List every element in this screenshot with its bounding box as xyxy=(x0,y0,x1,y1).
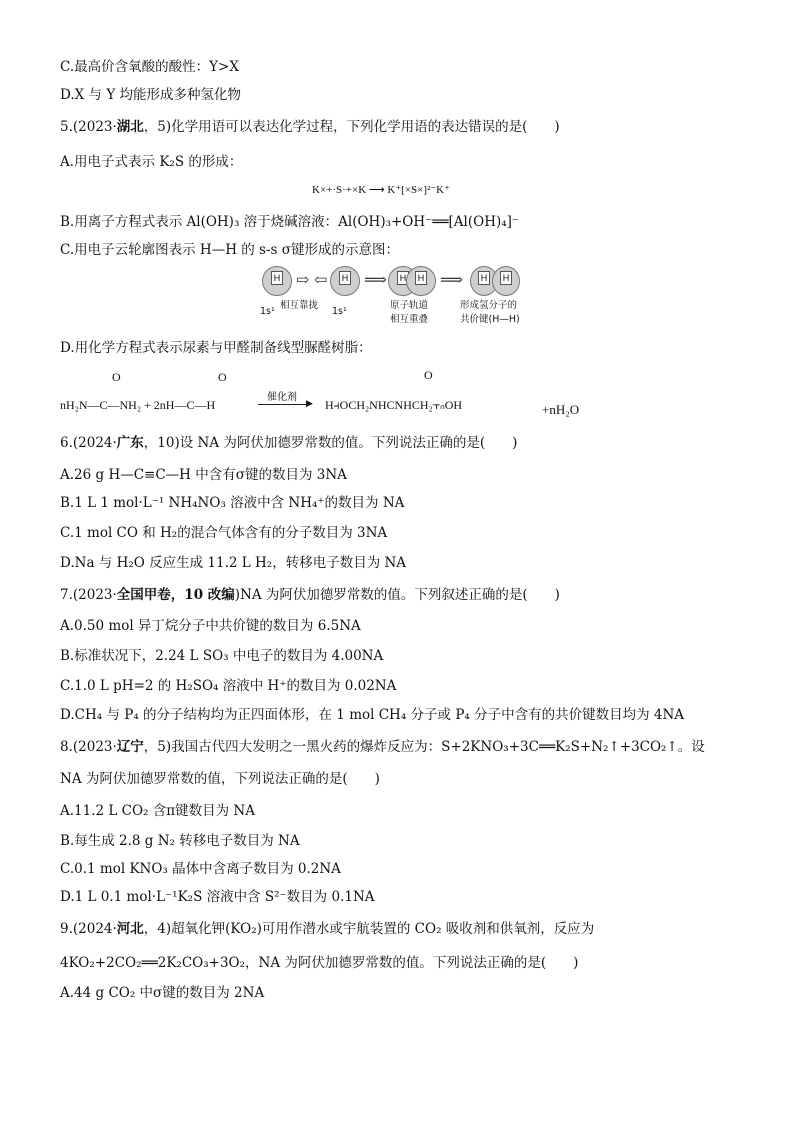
q8-number: 8.(2023· xyxy=(60,739,117,755)
h-label: H xyxy=(415,271,427,285)
q6-option-d: D.Na 与 H₂O 反应生成 11.2 L H₂，转移电子数目为 NA xyxy=(60,555,407,571)
question-7 xyxy=(60,586,560,604)
q7-option-b: B.标准状况下，2.24 L SO₃ 中电子的数目为 4.00NA xyxy=(60,648,384,664)
q9-option-a: A.44 g CO₂ 中σ键的数目为 2NA xyxy=(60,985,265,1001)
oxygen-label: O xyxy=(112,370,121,384)
h-label: H xyxy=(478,271,490,285)
option-d-prev: D.X 与 Y 均能形成多种氢化物 xyxy=(60,87,242,103)
q6-option-c: C.1 mol CO 和 H₂的混合气体含有的分子数目为 3NA xyxy=(60,525,388,541)
q8-stem: ，5)我国古代四大发明之一黑火药的爆炸反应为：S+2KNO₃+3C══K₂S+N₂↑+3CO₂↑。设 xyxy=(143,739,705,755)
q7-number: 7.(2023· xyxy=(60,587,117,603)
q7-stem: )NA 为阿伏加德罗常数的值。下列叙述正确的是( ) xyxy=(234,587,560,603)
q7-option-d: D.CH₄ 与 P₄ 的分子结构均为正四面体形，在 1 mol CH₄ 分子或 P₄ 分子中含有的共价键数目均为 4NA xyxy=(60,707,685,723)
q8-stem-continued: NA 为阿伏加德罗常数的值，下列说法正确的是( ) xyxy=(60,771,380,787)
q5-source: 湖北 xyxy=(116,119,144,135)
q6-number: 6.(2024· xyxy=(60,435,117,451)
h-atom-overlap-2 xyxy=(406,266,436,296)
q6-source: 广东 xyxy=(116,435,144,451)
q5-option-c: C.用电子云轮廓图表示 H—H 的 s-s σ键形成的示意图： xyxy=(60,242,399,258)
resin-equation xyxy=(60,368,620,418)
caption-overlap-2: 相互重叠 xyxy=(390,314,429,325)
q9-source: 河北 xyxy=(116,921,144,937)
question-5 xyxy=(60,118,560,136)
q5-stem: ，5)化学用语可以表达化学过程，下列化学用语的表达错误的是( ) xyxy=(143,119,560,135)
h-label: H xyxy=(500,271,512,285)
caption-approach: 相互靠拢 xyxy=(280,300,319,311)
q6-option-a: A.26 g H—C≡C—H 中含有σ键的数目为 3NA xyxy=(60,467,347,483)
q7-option-c: C.1.0 L pH=2 的 H₂SO₄ 溶液中 H⁺的数目为 0.02NA xyxy=(60,678,397,694)
question-9 xyxy=(60,920,594,938)
arrow-right-icon: ⇨ xyxy=(296,270,310,289)
arrow-head-icon: ▶ xyxy=(306,399,313,409)
question-8 xyxy=(60,738,705,756)
h-label: H xyxy=(339,271,351,285)
water: +nH₂O xyxy=(542,402,580,417)
q9-stem: ，4)超氧化钾(KO₂)可用作潜水或宇航装置的 CO₂ 吸收剂和供氧剂，反应为 xyxy=(143,921,595,937)
q8-source: 辽宁 xyxy=(116,739,144,755)
q9-stem-continued: 4KO₂+2CO₂══2K₂CO₃+3O₂，NA 为阿伏加德罗常数的值。下列说法正确的是( ) xyxy=(60,955,579,971)
oxygen-label: O xyxy=(424,368,433,382)
option-c-prev: C.最高价含氧酸的酸性：Y>X xyxy=(60,59,239,75)
q6-option-b: B.1 L 1 mol·L⁻¹ NH₄NO₃ 溶液中含 NH₄⁺的数目为 NA xyxy=(60,495,405,511)
reaction-arrow xyxy=(258,404,310,405)
q7-source: 全国甲卷，10 改编 xyxy=(116,587,235,603)
caption-overlap-1: 原子轨道 xyxy=(390,300,429,311)
q8-option-b: B.每生成 2.8 g N₂ 转移电子数目为 NA xyxy=(60,833,300,849)
h-atom-molecule-2 xyxy=(492,266,520,296)
q5-option-a: A.用电子式表示 K₂S 的形成： xyxy=(60,154,243,170)
arrow-right-icon: ⟹ xyxy=(440,270,463,289)
oxygen-label: O xyxy=(218,370,227,384)
q5-option-d: D.用化学方程式表示尿素与甲醛制备线型脲醛树脂： xyxy=(60,340,372,356)
orbital-label-left: 1s¹ xyxy=(260,306,275,317)
q9-number: 9.(2024· xyxy=(60,921,117,937)
q6-stem: ，10)设 NA 为阿伏加德罗常数的值。下列说法正确的是( ) xyxy=(143,435,518,451)
catalyst-label: 催化剂 xyxy=(267,392,297,403)
h-label: H xyxy=(397,271,409,285)
k2s-electron-formula: K×+·S·+×K ⟶ K⁺[×S×]²⁻K⁺ xyxy=(312,184,450,196)
arrow-right-icon: ⟹ xyxy=(364,270,387,289)
reactants: nH₂N—C—NH₂ + 2nH—C—H xyxy=(60,398,216,412)
question-6 xyxy=(60,434,517,452)
q5-number: 5.(2023· xyxy=(60,119,117,135)
h-label: H xyxy=(271,271,283,285)
q8-option-d: D.1 L 0.1 mol·L⁻¹K₂S 溶液中含 S²⁻数目为 0.1NA xyxy=(60,889,375,905)
q8-option-c: C.0.1 mol KNO₃ 晶体中含离子数目为 0.2NA xyxy=(60,861,341,877)
q5-option-b: B.用离子方程式表示 Al(OH)₃ 溶于烧碱溶液：Al(OH)₃+OH⁻══[Al(OH)₄]⁻ xyxy=(60,214,520,230)
q8-option-a: A.11.2 L CO₂ 含π键数目为 NA xyxy=(60,803,255,819)
q7-option-a: A.0.50 mol 异丁烷分子中共价键的数目为 6.5NA xyxy=(60,618,361,634)
orbital-label-right: 1s¹ xyxy=(332,306,347,317)
h-atom-right xyxy=(330,266,360,296)
h-atom-left xyxy=(262,266,292,296)
product: H⫞OCH₂NHCNHCH₂⫟ₙOH xyxy=(325,398,463,412)
electron-cloud-figure xyxy=(260,266,540,336)
caption-bond-1: 形成氢分子的 xyxy=(460,300,518,311)
caption-bond-2: 共价键(H—H) xyxy=(460,314,520,325)
arrow-left-icon: ⇦ xyxy=(314,270,328,289)
